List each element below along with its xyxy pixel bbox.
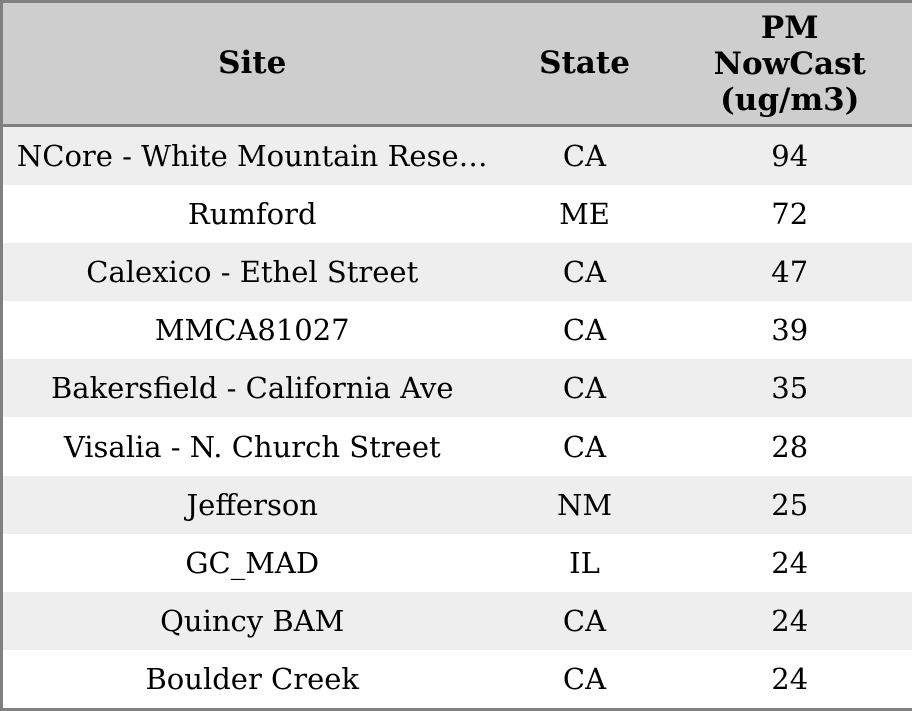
site-cell: Jefferson [186,487,318,522]
pm-nowcast-cell: 35 [771,371,809,406]
table-row [2,417,912,475]
state-cell: CA [562,313,607,348]
state-cell: CA [562,371,607,406]
table-body [2,126,912,710]
column-header-site[interactable]: Site [2,2,502,126]
table-row [2,243,912,301]
state-cell: ME [559,197,610,232]
pm-header-line-3: (ug/m3) [720,81,860,118]
pm-nowcast-cell: 24 [771,545,809,580]
pm-header-line-1: PM [760,9,819,46]
site-cell: Bakersfield - California Ave [50,371,454,406]
table-row [2,359,912,417]
table-row [2,650,912,710]
table-row [2,592,912,650]
pm-header-line-2: NowCast [713,45,866,82]
state-cell: CA [562,139,607,174]
site-cell: Calexico - Ethel Street [86,255,419,290]
state-cell: CA [562,255,607,290]
pm-nowcast-cell: 24 [771,603,809,638]
site-cell: Visalia - N. Church Street [63,429,441,464]
pm-nowcast-cell: 72 [771,197,809,232]
pm-nowcast-cell: 39 [771,313,809,348]
state-cell: IL [569,545,600,580]
state-cell: CA [562,661,607,696]
site-cell: Boulder Creek [145,661,359,696]
state-cell: CA [562,429,607,464]
table-row [2,185,912,243]
pm-nowcast-cell: 47 [771,255,809,290]
site-cell: Rumford [187,197,317,232]
table-row [2,126,912,186]
header-row [2,2,912,126]
site-cell: NCore - White Mountain Rese… [16,139,488,174]
state-cell: NM [556,487,613,522]
table-header [2,2,912,126]
site-cell: Quincy BAM [160,603,345,638]
state-cell: CA [562,603,607,638]
table-row [2,534,912,592]
site-cell: MMCA81027 [154,313,350,348]
column-header-pm-nowcast[interactable] [668,2,912,126]
pm-nowcast-cell: 25 [771,487,809,522]
site-cell: GC_MAD [185,545,320,580]
pm-nowcast-cell: 28 [771,429,809,464]
pm-nowcast-cell: 24 [771,661,809,696]
pm-nowcast-cell: 94 [771,139,809,174]
table-row [2,476,912,534]
column-header-state[interactable]: State [502,2,668,126]
table-row [2,301,912,359]
